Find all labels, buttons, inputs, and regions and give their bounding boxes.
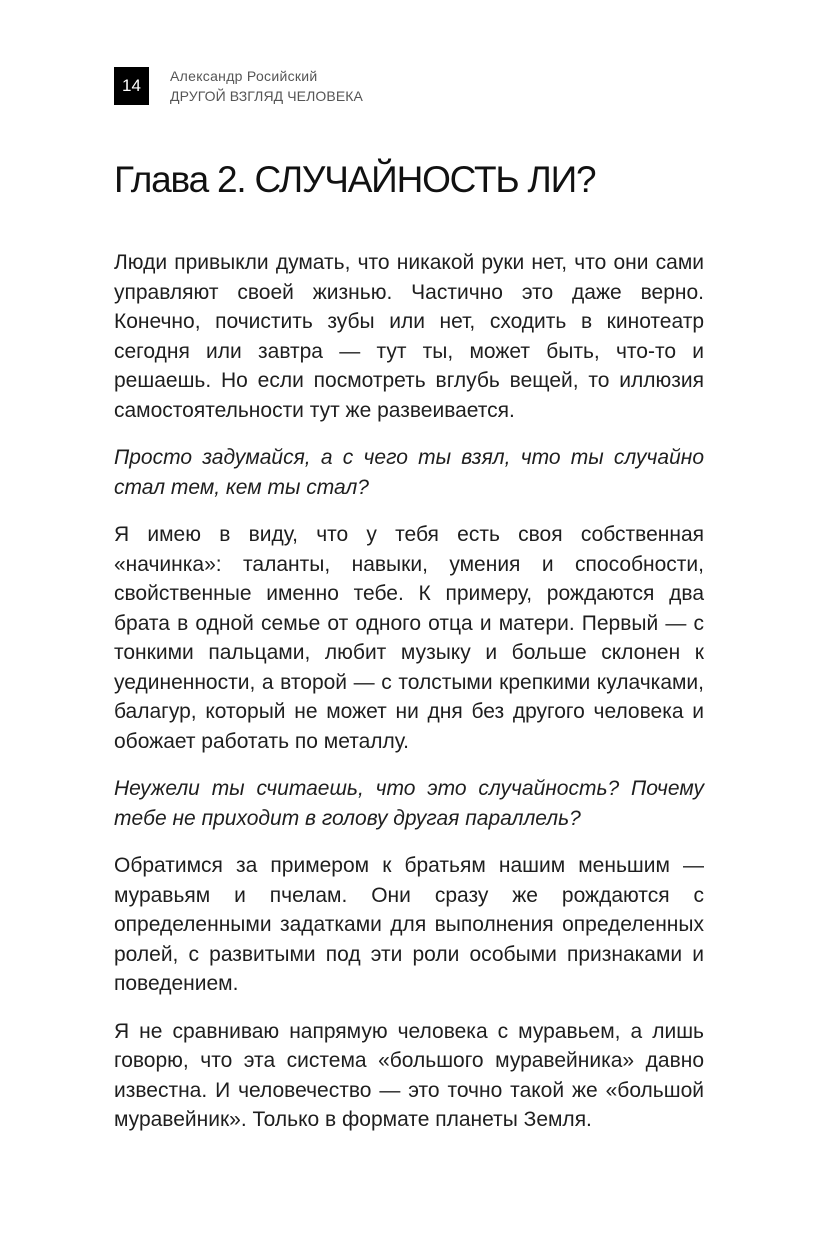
page-number-badge: 14: [114, 67, 149, 105]
paragraph: Люди привыкли думать, что никакой руки нет, что они сами управляют своей жизнью. Частично это даже верно. Конечно, почистить зубы или нет, сходить в кинотеатр сегодня или завтра — тут ты, может быть, что-то и решаешь. Но если посмотреть вглубь вещей, то иллюзия самостоятельности тут же развеивается.: [114, 251, 704, 422]
running-head: [170, 66, 363, 106]
paragraph: Я не сравниваю напрямую человека с муравьем, а лишь говорю, что эта система «большого муравейника» давно известна. И человечество — это точно такой же «большой муравейник». Только в формате планеты Земля.: [114, 1019, 704, 1131]
book-title: ДРУГОЙ ВЗГЛЯД ЧЕЛОВЕКА: [170, 88, 363, 104]
paragraph-italic: Неужели ты считаешь, что это случайность? Почему тебе не приходит в голову другая параллель?: [114, 777, 704, 830]
paragraph-italic: Просто задумайся, а с чего ты взял, что ты случайно стал тем, кем ты стал?: [114, 446, 704, 499]
chapter-title: Глава 2. СЛУЧАЙНОСТЬ ЛИ?: [114, 159, 596, 200]
body-text: [114, 248, 704, 1153]
author-name: Александр Росийский: [170, 68, 318, 84]
paragraph: Я имею в виду, что у тебя есть своя собственная «начинка»: таланты, навыки, умения и способности, свойственные именно тебе. К примеру, рождаются два брата в одной семье от одного отца и матери. Первый — с тонкими пальцами, любит музыку и больше склонен к уединенности, а второй — с толстыми крепкими кулачками, балагур, который не может ни дня без другого человека и обожает работать по металлу.: [114, 523, 704, 753]
paragraph: Обратимся за примером к братьям нашим меньшим — муравьям и пчелам. Они сразу же рождаются с определенными задатками для выполнения определенных ролей, с развитыми под эти роли особыми признаками и поведением.: [114, 854, 704, 995]
